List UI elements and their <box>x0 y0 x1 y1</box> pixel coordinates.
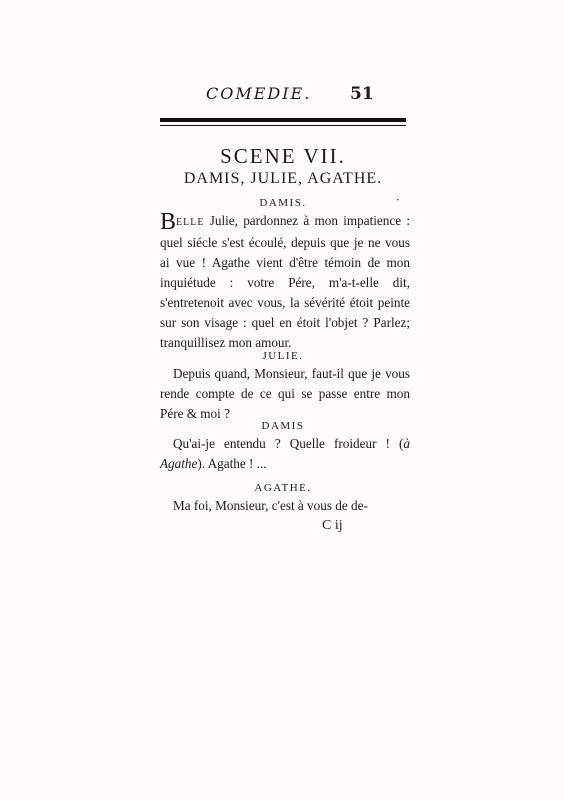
drop-cap: B <box>160 209 177 235</box>
running-head: COMEDIE. <box>206 84 312 103</box>
opening-smallcaps: ELLE <box>176 217 205 228</box>
speaker-agathe: AGATHE. <box>254 482 312 494</box>
scene-cast: DAMIS, JULIE, AGATHE. <box>183 170 383 187</box>
speech-julie: Depuis quand, Monsieur, faut-il que je vous rende compte de ce qui se passe entre mon Pére & moi ? <box>160 366 410 421</box>
margin-speck: · <box>396 193 400 207</box>
speech-agathe: Ma foi, Monsieur, c'est à vous de de- <box>173 498 368 513</box>
speaker-damis: DAMIS. <box>259 197 307 209</box>
speech-damis-1 <box>160 211 410 353</box>
speaker-julie: JULIE. <box>262 350 304 362</box>
page-number: 51 <box>350 84 374 104</box>
signature-mark: C ij <box>322 518 343 533</box>
speech-text: Julie, pardonnez à mon impatience : quel siécle s'est écoulé, depuis que je ne vous ai vue ! Agathe vient d'être témoin de mon inquiétude : votre Pére, m'a-t-elle dit, s'entretenoit avec vous, la sévérité étoit peinte sur son visage : quel en étoit l'objet ? Parlez; tranquillisez mon amour. <box>160 213 410 350</box>
header-rule-thin <box>160 125 406 126</box>
stage-direction: à Agathe <box>160 436 410 471</box>
speech-damis-2 <box>160 434 410 474</box>
scene-title: SCENE VII. <box>220 144 346 168</box>
speech-text: Qu'ai-je entendu ? Quelle froideur ! ( <box>173 436 404 451</box>
speaker-damis-2: DAMIS <box>261 420 305 432</box>
header-rule-thick <box>160 118 406 122</box>
speech-text: ). Agathe ! ... <box>197 456 267 471</box>
